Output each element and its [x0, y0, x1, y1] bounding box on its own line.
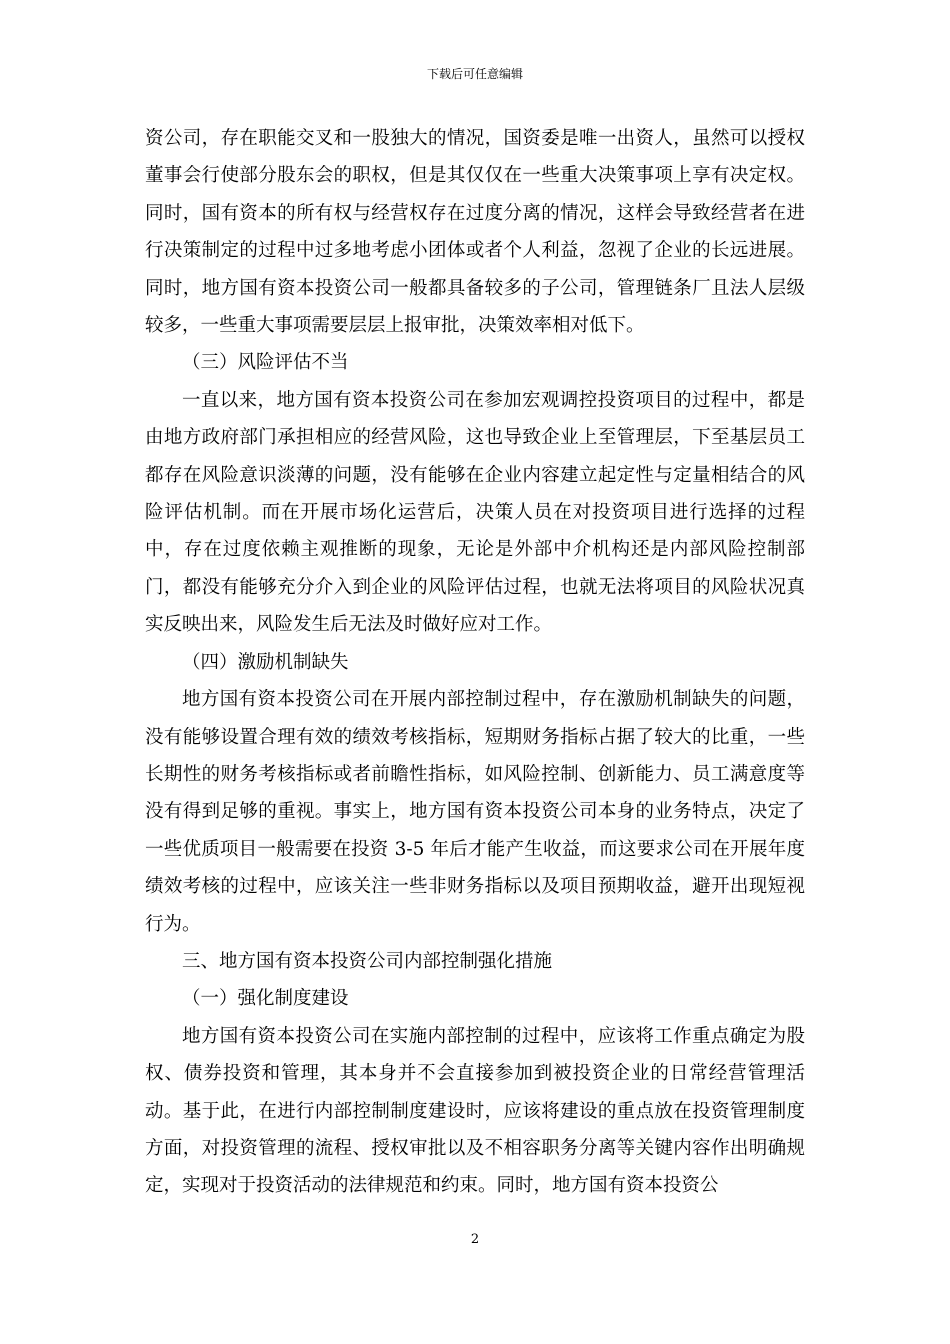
section-heading-measures: 三、地方国有资本投资公司内部控制强化措施 — [182, 950, 553, 972]
paragraph-system-building: 地方国有资本投资公司在实施内部控制的过程中，应该将工作重点确定为股权、债券投资和管理，其本身并不会直接参加到被投资企业的日常经营管理活动。基于此，在进行内部控制制度建设时，应该将建设的重点放在投资管理制度方面，对投资管理的流程、授权审批以及不相容职务分离等关键内容作出明确规定，实现对于投资活动的法律规范和约束。同时，地方国有资本投资公 — [145, 1025, 805, 1197]
subheading-risk-assessment: （三）风险评估不当 — [182, 352, 349, 374]
subheading-incentive-mechanism: （四）激励机制缺失 — [182, 651, 349, 673]
paragraph-continued: 资公司，存在职能交叉和一股独大的情况，国资委是唯一出资人，虽然可以授权董事会行使部分股东会的职权，但是其仅仅在一些重大决策事项上享有决定权。同时，国有资本的所有权与经营权存在过度分离的情况，这样会导致经营者在进行决策制定的过程中过多地考虑小团体或者个人利益，忽视了企业的长远进展。同时，地方国有资本投资公司一般都具备较多的子公司，管理链条厂且法人层级较多，一些重大事项需要层层上报审批，决策效率相对低下。 — [145, 128, 805, 337]
page-number: 2 — [470, 1232, 480, 1247]
document-body — [145, 120, 805, 1205]
paragraph-risk-assessment: 一直以来，地方国有资本投资公司在参加宏观调控投资项目的过程中，都是由地方政府部门承担相应的经营风险，这也导致企业上至管理层，下至基层员工都存在风险意识淡薄的问题，没有能够在企业内容建立起定性与定量相结合的风险评估机制。而在开展市场化运营后，决策人员在对投资项目进行选择的过程中，存在过度依赖主观推断的现象，无论是外部中介机构还是内部风险控制部门，都没有能够充分介入到企业的风险评估过程，也就无法将项目的风险状况真实反映出来，风险发生后无法及时做好应对工作。 — [145, 389, 805, 636]
page-header: 下载后可任意编辑 — [426, 67, 523, 81]
subheading-system-building: （一）强化制度建设 — [182, 988, 349, 1010]
paragraph-incentive-mechanism: 地方国有资本投资公司在开展内部控制过程中，存在激励机制缺失的问题，没有能够设置合理有效的绩效考核指标，短期财务指标占据了较大的比重，一些长期性的财务考核指标或者前瞻性指标，如风险控制、创新能力、员工满意度等没有得到足够的重视。事实上，地方国有资本投资公司本身的业务特点，决定了一些优质项目一般需要在投资 3-5 年后才能产生收益，而这要求公司在开展年度绩效考核的过程中，应该关注一些非财务指标以及项目预期收益，避开出现短视行为。 — [145, 689, 805, 935]
